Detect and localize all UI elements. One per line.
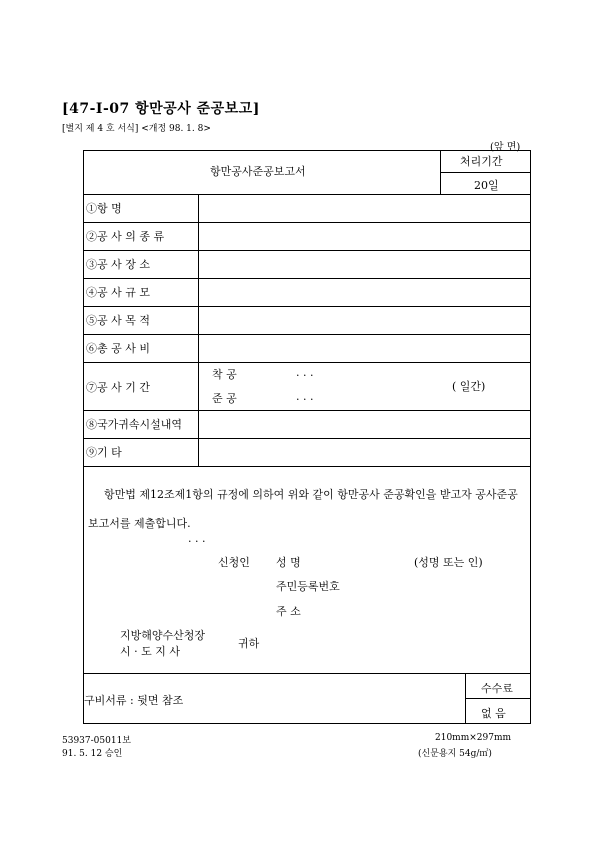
- label-column-divider: [198, 194, 199, 466]
- row-line: [83, 250, 531, 251]
- field-label-work-location: ③공 사 장 소: [86, 258, 150, 271]
- approval-date: 91. 5. 12 승인: [62, 749, 123, 759]
- applicant-id-label: 주민등록번호: [276, 580, 340, 593]
- recipient-line-2: 시 · 도 지 사: [120, 645, 180, 658]
- recipient-suffix: 귀하: [238, 637, 260, 650]
- field-label-state-facilities: ⑧국가귀속시설내역: [86, 418, 183, 431]
- row-line: [83, 438, 531, 439]
- field-label-other: ⑨기 타: [86, 446, 122, 459]
- field-label-work-scale: ④공 사 규 모: [86, 286, 150, 299]
- period-start-label: 착 공: [212, 368, 237, 381]
- fee-divider: [465, 698, 531, 699]
- paper-type: (신문용지 54g/㎡): [418, 749, 492, 759]
- row-line: [83, 410, 531, 411]
- fee-label: 수수료: [481, 682, 513, 695]
- document-title: [47-I-07 항만공사 준공보고]: [62, 101, 260, 117]
- row-line: [83, 278, 531, 279]
- form-code: 53937-05011보: [62, 736, 131, 746]
- applicant-label: 신청인: [218, 556, 250, 569]
- processing-period-label: 처리기간: [460, 155, 503, 168]
- paper-size: 210mm×297mm: [435, 733, 512, 743]
- field-label-work-type: ②공 사 의 종 류: [86, 230, 165, 243]
- form-name: 항만공사준공보고서: [210, 165, 306, 178]
- form-number-subtitle: [별지 제 4 호 서식] <개정 98. 1. 8>: [62, 124, 211, 134]
- row-line: [83, 194, 531, 195]
- recipient-line-1: 지방해양수산청장: [120, 629, 206, 642]
- processing-divider: [440, 172, 531, 173]
- applicant-address-label: 주 소: [276, 605, 301, 618]
- processing-period-value: 20일: [474, 179, 499, 192]
- fee-value: 없 음: [481, 707, 506, 720]
- field-label-port-name: ①항 명: [86, 202, 122, 215]
- declaration-statement: 항만법 제12조제1항의 규정에 의하여 위와 같이 항만공사 준공확인을 받고자 공사준공보고서를 제출합니다.: [88, 488, 518, 530]
- field-label-work-period: ⑦공 사 기 간: [86, 381, 150, 394]
- period-end-label: 준 공: [212, 392, 237, 405]
- row-line: [83, 673, 531, 674]
- required-documents: 구비서류 : 뒷면 참조: [84, 694, 184, 707]
- row-line: [83, 362, 531, 363]
- period-start-date[interactable]: . . .: [296, 366, 314, 379]
- field-label-work-purpose: ⑤공 사 목 적: [86, 314, 150, 327]
- period-end-date[interactable]: . . .: [296, 390, 314, 403]
- applicant-seal-label: (성명 또는 인): [414, 556, 483, 569]
- field-label-total-cost: ⑥총 공 사 비: [86, 342, 150, 355]
- submission-date[interactable]: . . .: [188, 532, 206, 545]
- page-side-label: (앞 면): [490, 142, 521, 153]
- period-days[interactable]: ( 일간): [452, 380, 486, 393]
- applicant-name-label: 성 명: [276, 556, 301, 569]
- row-line: [83, 222, 531, 223]
- row-line: [83, 466, 531, 467]
- row-line: [83, 334, 531, 335]
- row-line: [83, 306, 531, 307]
